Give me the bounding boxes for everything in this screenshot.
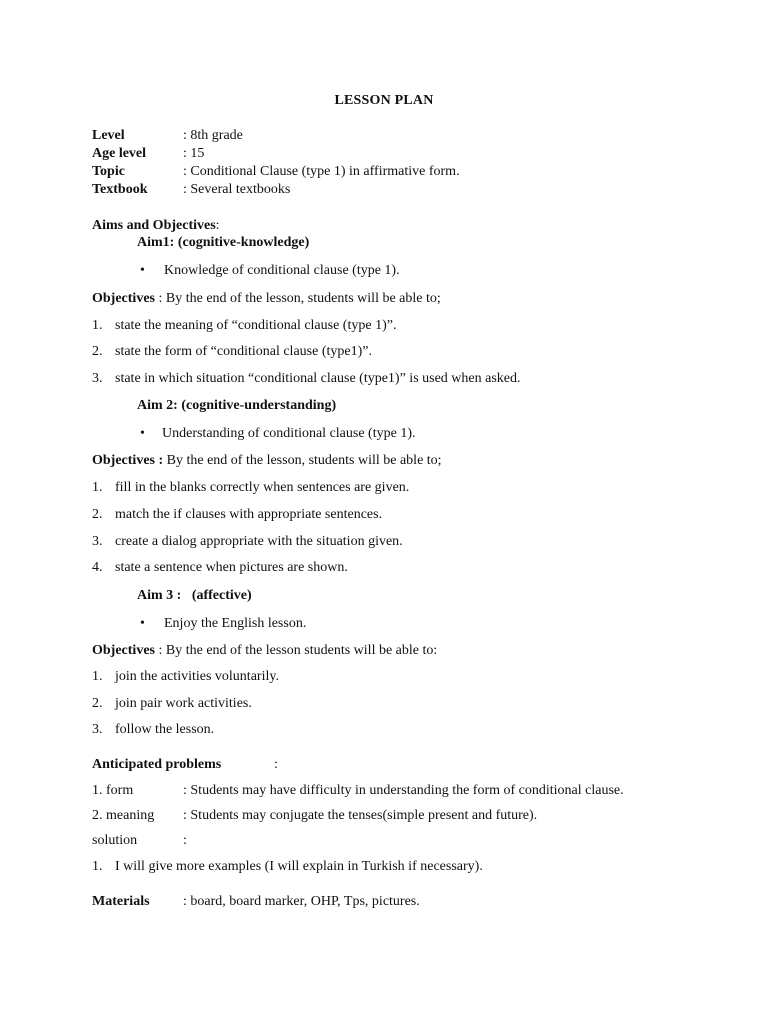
aim-1-bullet-text: Knowledge of conditional clause (type 1). — [164, 263, 400, 278]
topic-value: : Conditional Clause (type 1) in affirmative form. — [183, 164, 460, 179]
topic-label: Topic — [92, 164, 125, 179]
list-number: 1. — [92, 669, 103, 684]
bullet-icon: • — [140, 263, 145, 278]
problem-label: 1. form — [92, 783, 134, 798]
level-value: : 8th grade — [183, 128, 243, 143]
objectives-text: By the end of the lesson, students will be able to; — [166, 453, 442, 468]
list-number: 3. — [92, 722, 103, 737]
solution-label: solution — [92, 833, 138, 848]
list-number: 1. — [92, 480, 103, 495]
textbook-value: : Several textbooks — [183, 182, 291, 197]
problems-colon: : — [274, 757, 278, 772]
list-number: 2. — [92, 507, 103, 522]
problem-label: 2. meaning — [92, 808, 155, 823]
aim-3-title: Aim 3 : (affective) — [137, 588, 252, 603]
list-number: 2. — [92, 696, 103, 711]
level-label: Level — [92, 128, 125, 143]
materials-text: : board, board marker, OHP, Tps, pictures. — [183, 894, 420, 909]
objectives-label: Objectives — [92, 291, 155, 306]
aim-1-title: Aim1: (cognitive-knowledge) — [137, 235, 310, 250]
problems-heading: Anticipated problems — [92, 757, 222, 772]
textbook-label: Textbook — [92, 182, 148, 197]
aim-2-bullet-text: Understanding of conditional clause (type 1). — [162, 426, 416, 441]
aim-3-bullet-text: Enjoy the English lesson. — [164, 616, 307, 631]
materials-label: Materials — [92, 894, 150, 909]
list-item: fill in the blanks correctly when sentences are given. — [115, 480, 410, 495]
objectives-text: : By the end of the lesson students will be able to: — [158, 643, 438, 658]
list-number: 4. — [92, 560, 103, 575]
list-item: state a sentence when pictures are shown. — [115, 560, 348, 575]
list-number: 1. — [92, 318, 103, 333]
list-item: create a dialog appropriate with the situation given. — [115, 534, 403, 549]
objectives-text: : By the end of the lesson, students will be able to; — [158, 291, 441, 306]
aim-2-title: Aim 2: (cognitive-understanding) — [137, 398, 337, 413]
aim-3-objectives — [92, 643, 437, 660]
age-level-label: Age level — [92, 146, 147, 161]
list-item: follow the lesson. — [115, 722, 215, 737]
list-number: 1. — [92, 859, 103, 874]
aims-heading-text: Aims and Objectives — [92, 218, 216, 233]
list-item: state the meaning of “conditional clause (type 1)”. — [115, 318, 397, 333]
age-level-value: : 15 — [183, 146, 205, 161]
list-item: state the form of “conditional clause (type1)”. — [115, 344, 372, 359]
solution-item: I will give more examples (I will explain in Turkish if necessary). — [115, 859, 483, 874]
list-number: 3. — [92, 534, 103, 549]
list-item: join pair work activities. — [115, 696, 252, 711]
problem-text: : Students may conjugate the tenses(simple present and future). — [183, 808, 538, 823]
list-item: state in which situation “conditional clause (type1)” is used when asked. — [115, 371, 521, 386]
aim-2-objectives — [92, 453, 442, 470]
bullet-icon: • — [140, 616, 145, 631]
list-item: join the activities voluntarily. — [115, 669, 279, 684]
list-number: 3. — [92, 371, 103, 386]
aim-1-objectives — [92, 291, 441, 308]
solution-colon: : — [183, 833, 187, 848]
objectives-label: Objectives : — [92, 453, 164, 468]
aims-heading — [92, 218, 220, 235]
list-number: 2. — [92, 344, 103, 359]
page-title: LESSON PLAN — [334, 93, 434, 108]
aims-heading-colon: : — [215, 218, 220, 233]
objectives-label: Objectives — [92, 643, 155, 658]
problem-text: : Students may have difficulty in understanding the form of conditional clause. — [183, 783, 624, 798]
bullet-icon: • — [140, 426, 145, 441]
list-item: match the if clauses with appropriate sentences. — [115, 507, 383, 522]
